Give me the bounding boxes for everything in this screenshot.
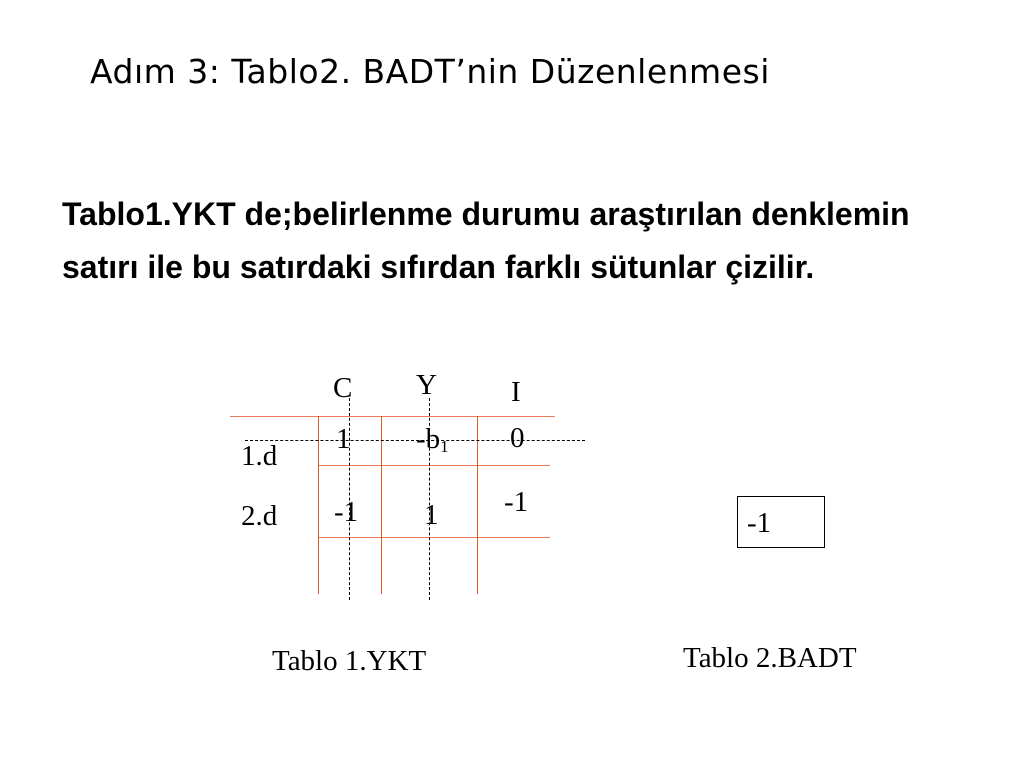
ykt-grid-line [318, 537, 550, 538]
ykt-grid-line [318, 416, 319, 594]
column-header: I [511, 376, 521, 408]
row-label: 1.d [241, 440, 278, 472]
cell-main: -b [416, 423, 441, 455]
table-cell: -1 [334, 496, 359, 528]
column-header: Y [416, 369, 437, 401]
row-label: 2.d [241, 500, 278, 532]
ykt-grid-line [230, 416, 555, 417]
table-cell: -1 [747, 507, 772, 539]
slide-title: Adım 3: Tablo2. BADT’nin Düzenlenmesi [90, 52, 770, 91]
badt-cell-box [737, 496, 825, 548]
table-cell [416, 423, 449, 457]
table-caption: Tablo 1.YKT [272, 645, 427, 677]
strike-line-row [245, 440, 585, 441]
table-caption: Tablo 2.BADT [683, 642, 857, 674]
table-cell: 1 [424, 499, 439, 531]
table-cell: -1 [504, 486, 529, 518]
column-header: C [333, 372, 353, 404]
table-cell: 1 [336, 423, 351, 455]
cell-subscript: 1 [440, 437, 449, 456]
ykt-grid-line [318, 465, 550, 466]
slide-body-text: Tablo1.YKT de;belirlenme durumu araştırılan denklemin satırı ile bu satırdaki sıfırdan farklı sütunlar çizilir. [62, 196, 910, 285]
ykt-grid-line [477, 416, 478, 594]
ykt-grid-line [381, 416, 382, 594]
table-cell: 0 [510, 422, 525, 454]
